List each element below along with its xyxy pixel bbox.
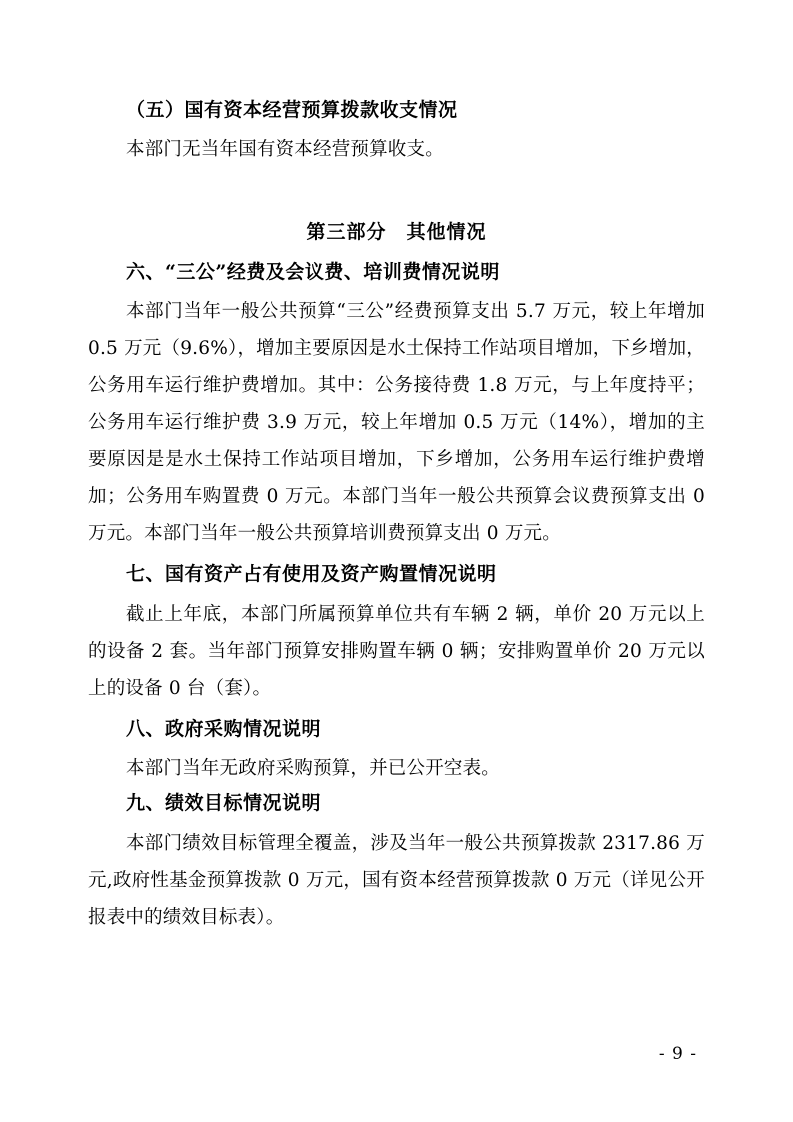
paragraph-government-procurement: 本部门当年无政府采购预算，并已公开空表。 (126, 758, 501, 780)
part-three-title-right: 其他情况 (406, 221, 487, 244)
section-spacer (88, 170, 705, 196)
heading-nine-performance-targets: 九、绩效目标情况说明 (126, 792, 322, 815)
paragraph-state-assets: 截止上年底，本部门所属预算单位共有车辆 2 辆，单价 20 万元以上的设备 2 套。当年部门预算安排购置车辆 0 辆；安排购置单价 20 万元以上的设备 0 台（套）。 (88, 603, 705, 699)
paragraph-three-public-expenses: 本部门当年一般公共预算“三公”经费预算支出 5.7 万元，较上年增加 0.5 万元（9.6%），增加主要原因是水土保持工作站项目增加，下乡增加，公务用车运行维护费增加。其中：公务接待费 1.8 万元，与上年度持平；公务用车运行维护费 3.9 万元，较上年增加 0.5 万元（14%），增加的主要原因是是水土保持工作站项目增加，下乡增加，公务用车运行维护费增加；公务用车购置费 0 万元。本部门当年一般公共预算会议费预算支出 0 万元。本部门当年一般公共预算培训费预算支出 0 万元。 (88, 301, 705, 545)
part-three-title-left: 第三部分 (306, 221, 387, 244)
paragraph-performance-targets: 本部门绩效目标管理全覆盖，涉及当年一般公共预算拨款 2317.86 万元,政府性基金预算拨款 0 万元，国有资本经营预算拨款 0 万元（详见公开报表中的绩效目标表）。 (88, 832, 705, 928)
document-body (88, 96, 705, 936)
paragraph-state-capital-budget: 本部门无当年国有资本经营预算收支。 (126, 139, 444, 161)
heading-state-capital-budget: （五）国有资本经营预算拨款收支情况 (126, 99, 458, 121)
heading-seven-state-assets: 七、国有资产占有使用及资产购置情况说明 (126, 563, 497, 586)
heading-eight-government-procurement: 八、政府采购情况说明 (126, 717, 322, 740)
page-number: - 9 - (658, 1044, 697, 1064)
part-three-title (88, 218, 705, 247)
heading-six-three-public-expenses: 六、“三公”经费及会议费、培训费情况说明 (126, 260, 500, 283)
